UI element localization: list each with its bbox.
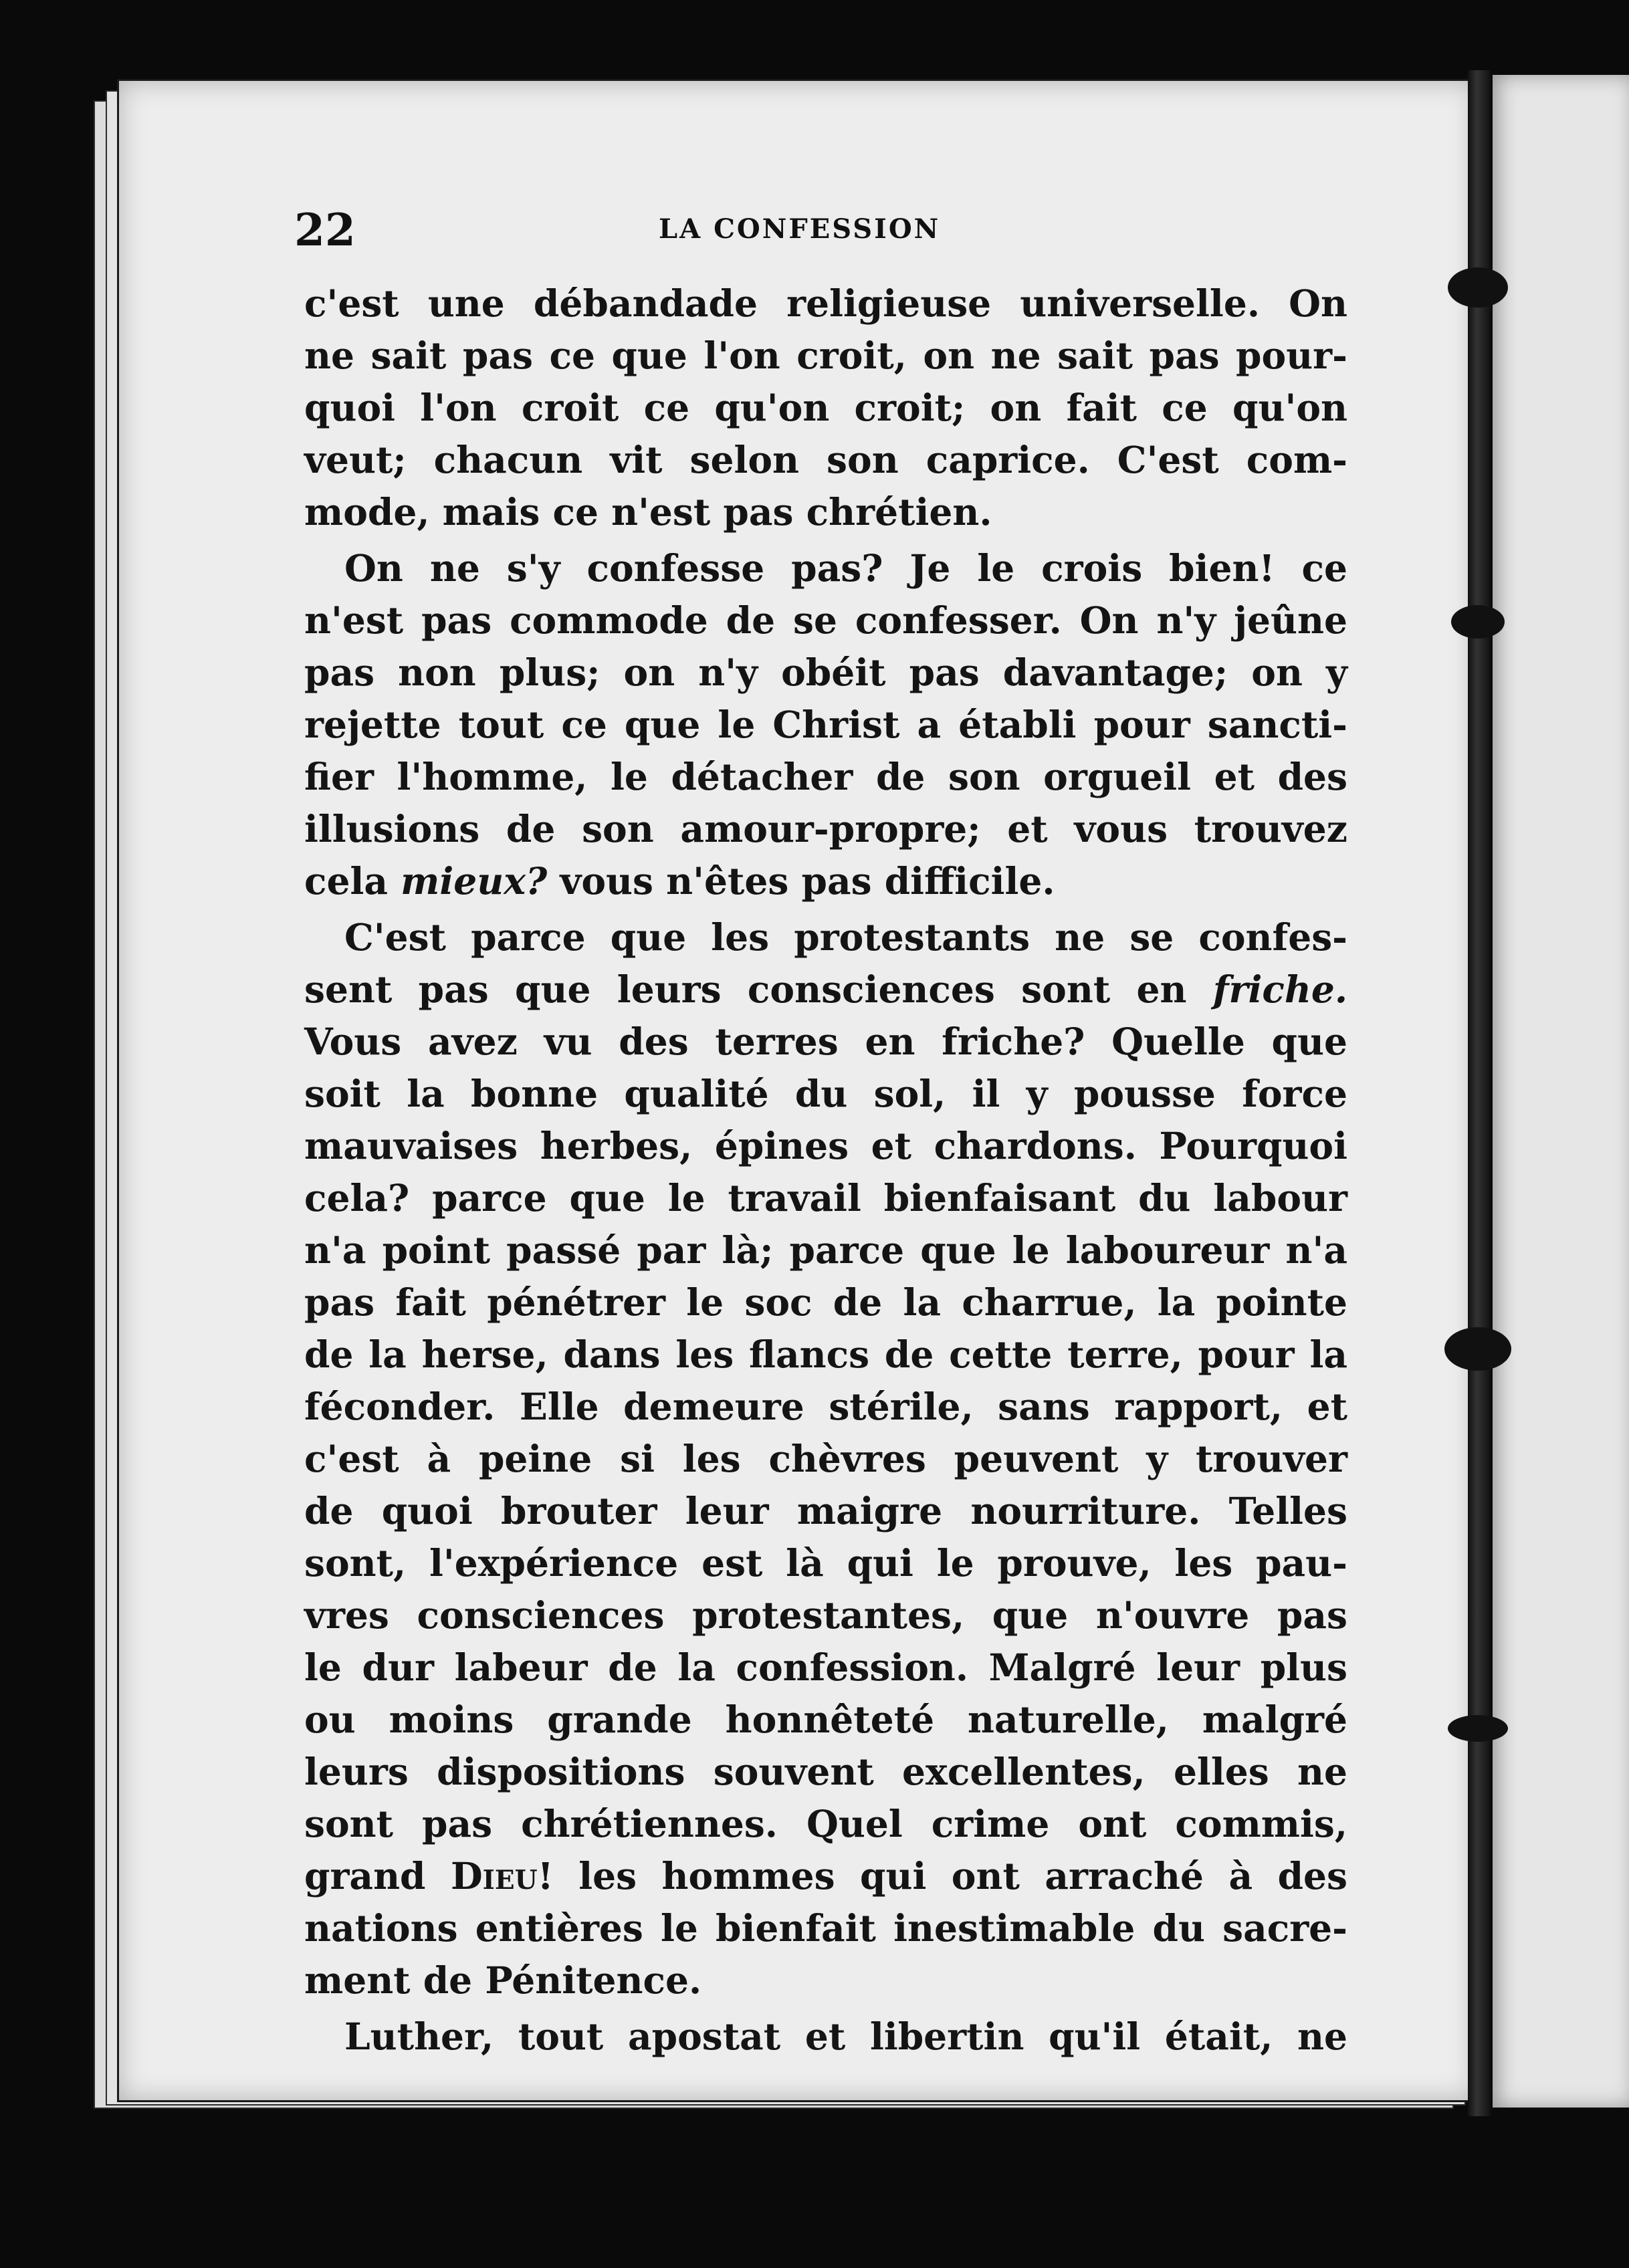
text-line: ou moins grande honnêteté naturelle, malgré (304, 1698, 1347, 1741)
paragraph (304, 542, 1347, 907)
text-line: illusions de son amour-propre; et vous trouvez (304, 807, 1347, 850)
page-number: 22 (294, 204, 356, 256)
text-line: féconder. Elle demeure stérile, sans rapport, et (304, 1385, 1347, 1428)
binding-stitch (1451, 605, 1505, 639)
text-line: sont, l'expérience est là qui le prouve, les pau- (304, 1541, 1347, 1585)
text-line: C'est parce que les protestants ne se confes- (344, 915, 1347, 959)
text-line: fier l'homme, le détacher de son orgueil et des (304, 755, 1347, 798)
paragraph (304, 277, 1347, 538)
text-line: On ne s'y confesse pas? Je le crois bien! ce (344, 546, 1347, 590)
text-line: ment de Pénitence. (304, 1958, 702, 2002)
text-line: vres consciences protestantes, que n'ouvre pas (304, 1593, 1347, 1637)
binding-stitch (1448, 1715, 1508, 1742)
text-line: cela mieux? vous n'êtes pas difficile. (304, 859, 1055, 903)
text-line: soit la bonne qualité du sol, il y pousse force (304, 1072, 1347, 1115)
facing-page-edge (1493, 75, 1629, 2108)
text-line: pas fait pénétrer le soc de la charrue, la pointe (304, 1280, 1347, 1324)
text-line: rejette tout ce que le Christ a établi pour sancti- (304, 703, 1347, 746)
text-line: pas non plus; on n'y obéit pas davantage; on y (304, 651, 1347, 694)
text-line: le dur labeur de la confession. Malgré leur plus (304, 1646, 1347, 1689)
text-line: ne sait pas ce que l'on croit, on ne sait pas pour- (304, 334, 1347, 377)
book-binding (1468, 70, 1491, 2116)
text-line: n'est pas commode de se confesser. On n'y jeûne (304, 598, 1347, 642)
text-line: grand Dieu! les hommes qui ont arraché à des (304, 1854, 1347, 1898)
text-line: quoi l'on croit ce qu'on croit; on fait ce qu'on (304, 386, 1347, 429)
text-line: c'est une débandade religieuse universelle. On (304, 281, 1347, 325)
binding-stitch (1448, 267, 1508, 308)
text-line: veut; chacun vit selon son caprice. C'est com- (304, 438, 1347, 481)
text-line: sent pas que leurs consciences sont en friche. (304, 968, 1347, 1011)
text-line: leurs dispositions souvent excellentes, elles ne (304, 1750, 1347, 1793)
body-text (304, 277, 1347, 2063)
text-line: c'est à peine si les chèvres peuvent y trouver (304, 1437, 1347, 1480)
text-line: sont pas chrétiennes. Quel crime ont commis, (304, 1802, 1347, 1845)
text-line: de la herse, dans les flancs de cette terre, pour la (304, 1333, 1347, 1376)
paragraph (304, 911, 1347, 2007)
running-title: LA CONFESSION (659, 213, 941, 245)
text-line: mauvaises herbes, épines et chardons. Pourquoi (304, 1124, 1347, 1167)
text-line: Luther, tout apostat et libertin qu'il était, ne (344, 2015, 1347, 2058)
text-line: n'a point passé par là; parce que le laboureur n'a (304, 1228, 1347, 1272)
paragraph (304, 2011, 1347, 2063)
text-line: mode, mais ce n'est pas chrétien. (304, 490, 992, 534)
binding-stitch (1444, 1327, 1511, 1371)
text-line: cela? parce que le travail bienfaisant du labour (304, 1176, 1347, 1220)
text-line: Vous avez vu des terres en friche? Quelle que (304, 1020, 1347, 1063)
text-line: nations entières le bienfait inestimable du sacre- (304, 1906, 1347, 1950)
text-line: de quoi brouter leur maigre nourriture. Telles (304, 1489, 1347, 1533)
page-header (294, 204, 1364, 264)
